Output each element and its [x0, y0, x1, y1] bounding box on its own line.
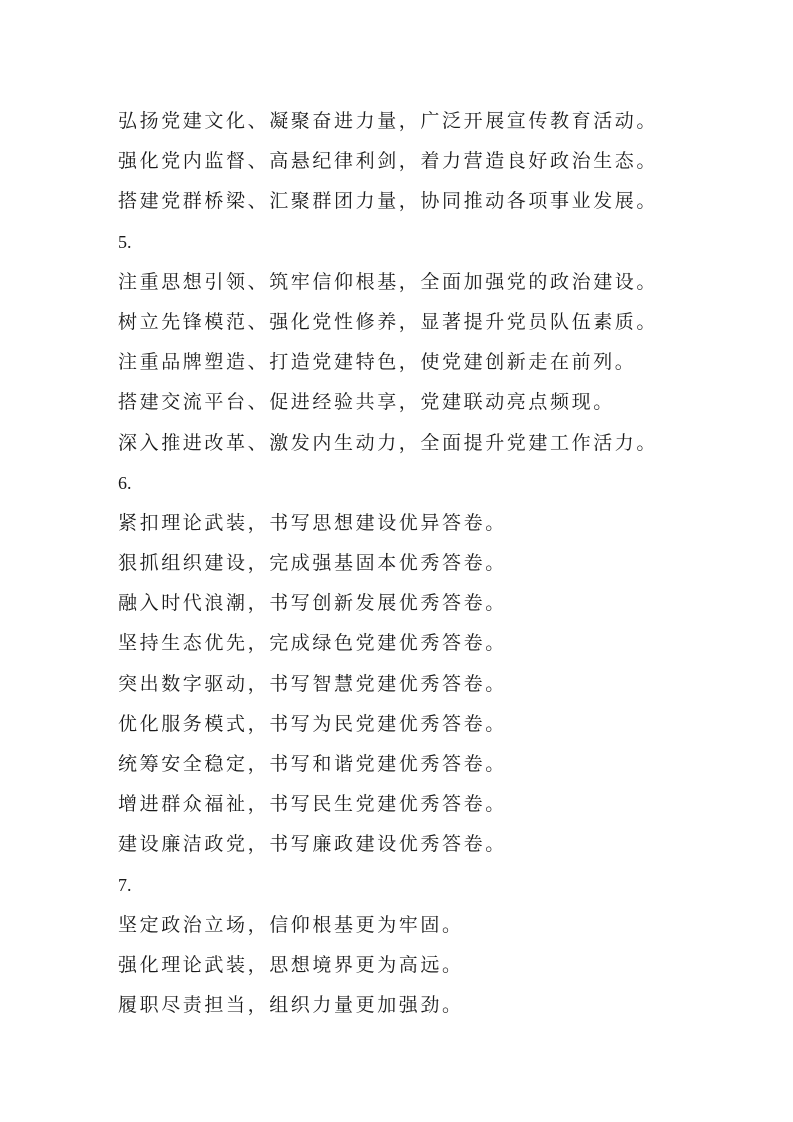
text-line: 树立先锋模范、强化党性修养，显著提升党员队伍素质。 [118, 310, 659, 333]
text-line: 突出数字驱动，书写智慧党建优秀答卷。 [118, 672, 507, 695]
section-number: 7. [118, 874, 132, 895]
text-line: 优化服务模式，书写为民党建优秀答卷。 [118, 712, 507, 735]
text-line: 深入推进改革、激发内生动力，全面提升党建工作活力。 [118, 431, 659, 454]
text-line: 强化理论武装，思想境界更为高远。 [118, 953, 464, 976]
text-line: 狠抓组织建设，完成强基固本优秀答卷。 [118, 552, 507, 575]
text-line: 注重思想引领、筑牢信仰根基，全面加强党的政治建设。 [118, 270, 659, 293]
section-number: 5. [118, 231, 132, 252]
text-line: 弘扬党建文化、凝聚奋进力量，广泛开展宣传教育活动。 [118, 110, 659, 132]
text-line: 坚持生态优先，完成绿色党建优秀答卷。 [118, 632, 507, 655]
text-line: 注重品牌塑造、打造党建特色，使党建创新走在前列。 [118, 351, 637, 374]
text-line: 搭建交流平台、促进经验共享，党建联动亮点频现。 [118, 391, 615, 414]
section-number: 6. [118, 472, 132, 493]
text-line: 坚定政治立场，信仰根基更为牢固。 [118, 913, 464, 936]
text-line: 融入时代浪潮，书写创新发展优秀答卷。 [118, 592, 507, 615]
text-line: 统筹安全稳定，书写和谐党建优秀答卷。 [118, 753, 507, 775]
text-line: 建设廉洁政党，书写廉政建设优秀答卷。 [118, 833, 507, 856]
text-line: 履职尽责担当，组织力量更加强劲。 [118, 994, 464, 1017]
text-line: 强化党内监督、高悬纪律利剑，着力营造良好政治生态。 [118, 150, 659, 173]
document-body [118, 101, 758, 1025]
text-line: 增进群众福祉，书写民生党建优秀答卷。 [118, 793, 507, 816]
text-line: 搭建党群桥梁、汇聚群团力量，协同推动各项事业发展。 [118, 190, 659, 213]
text-line: 紧扣理论武装，书写思想建设优异答卷。 [118, 511, 507, 534]
